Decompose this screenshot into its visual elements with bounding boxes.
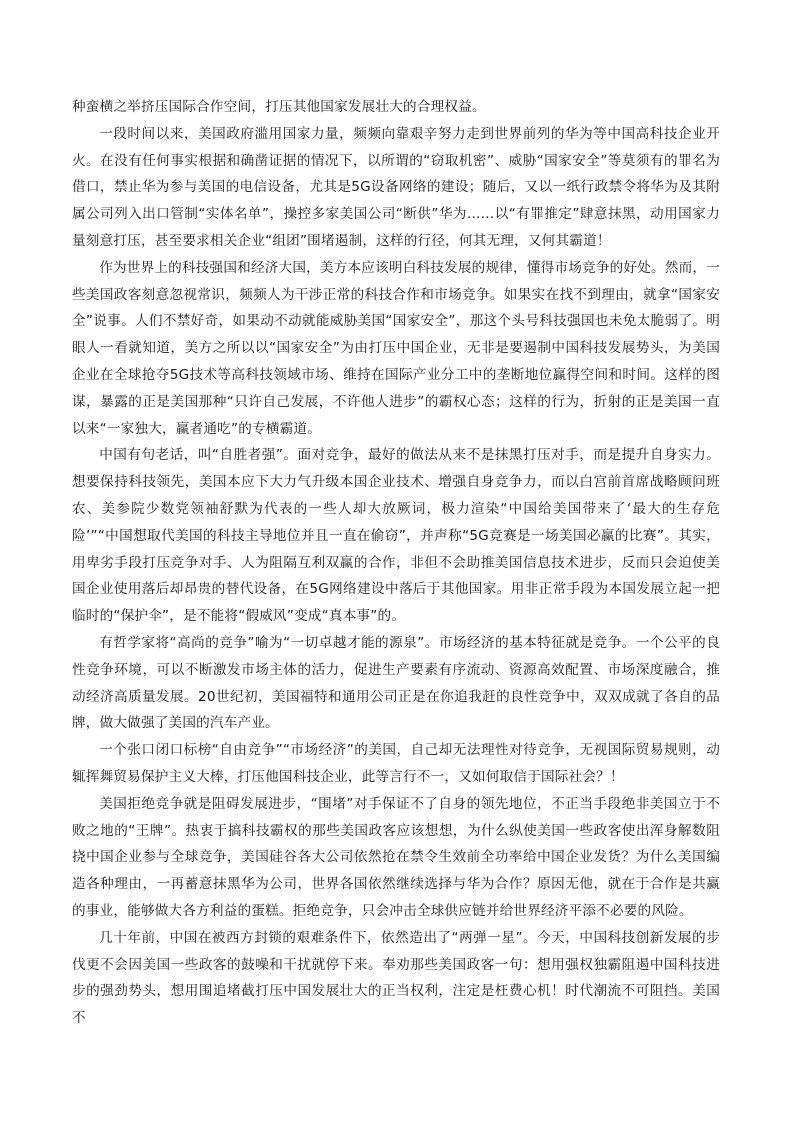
paragraph-1: 种蛮横之举挤压国际合作空间，打压其他国家发展壮大的合理权益。 [72, 99, 486, 115]
paragraph-3: 作为世界上的科技强国和经济大国，美方本应该明白科技发展的规律，懂得市场竞争的好处。然而，一些美国政客刻意忽视常识，频频人为干涉正常的科技合作和市场竞争。如果实在找不到理由，就拿“国家安全”说事。人们不禁好奇，如果动不动就能威胁美国“国家安全”，那这个头号科技强国也未免太脆弱了。明眼人一看就知道，美方之所以以“国家安全”为由打压中国企业，无非是要遏制中国科技发展势头，为美国企业在全球抢夺5G技术等高科技领域市场、维持在国际产业分工中的垄断地位赢得空间和时间。这样的图谋，暴露的正是美国那种“只许自己发展，不许他人进步”的霸权心态；这样的行为，折射的正是美国一直以来“一家独大，赢者通吃”的专横霸道。 [72, 259, 720, 437]
paragraph-7: 美国拒绝竞争就是阻碍发展进步，“围堵”对手保证不了自身的领先地位，不正当手段绝非美国立于不败之地的“王牌”。热衷于搞科技霸权的那些美国政客应该想想，为什么纵使美国一些政客使出浑身解数阻挠中国企业参与全球竞争，美国硅谷各大公司依然抢在禁令生效前全功率给中国企业发货？为什么美国编造各种理由，一再蓄意抹黑华为公司，世界各国依然继续选择与华为合作？原因无他，就在于合作是共赢的事业，能够做大各方利益的蛋糕。拒绝竞争，只会冲击全球供应链并给世界经济平添不必要的风险。 [72, 795, 720, 919]
paragraph-6: 一个张口闭口标榜“自由竞争”“市场经济”的美国，自己却无法理性对待竞争，无视国际贸易规则，动辄挥舞贸易保护主义大棒，打压他国科技企业，此等言行不一，又如何取信于国际社会？！ [72, 742, 720, 785]
document-body [72, 94, 720, 1032]
paragraph-8: 几十年前，中国在被西方封锁的艰难条件下，依然造出了“两弹一星”。今天，中国科技创新发展的步伐更不会因美国一些政客的鼓噪和干扰就停下来。奉劝那些美国政客一句：想用强权独霸阻遏中国科技进步的强劲势头，想用围追堵截打压中国发展壮大的正当权利，注定是枉费心机！时代潮流不可阻挡。美国不 [72, 929, 720, 1027]
paragraph-4: 中国有句老话，叫“自胜者强”。面对竞争，最好的做法从来不是抹黑打压对手，而是提升自身实力。想要保持科技领先，美国本应下大力气升级本国企业技术、增强自身竞争力，而以白宫前首席战略顾问班农、美参院少数党领袖舒默为代表的一些人却大放厥词，极力渲染“中国给美国带来了‘最大的生存危险’”“中国想取代美国的科技主导地位并且一直在偷窃”，并声称“5G竞赛是一场美国必赢的比赛”。其实，用卑劣手段打压竞争对手、人为阻隔互利双赢的合作，非但不会助推美国信息技术进步，反而只会迫使美国企业使用落后却昂贵的替代设备，在5G网络建设中落后于其他国家。用非正常手段为本国发展立起一把临时的“保护伞”，是不能将“假威风”变成“真本事”的。 [72, 447, 720, 625]
paragraph-2: 一段时间以来，美国政府滥用国家力量，频频向靠艰辛努力走到世界前列的华为等中国高科技企业开火。在没有任何事实根据和确凿证据的情况下，以所谓的“窃取机密”、威胁“国家安全”等莫须有的罪名为借口，禁止华为参与美国的电信设备，尤其是5G设备网络的建设；随后，又以一纸行政禁令将华为及其附属公司列入出口管制“实体名单”，操控多家美国公司“断供”华为……以“有罪推定”肆意抹黑，动用国家力量刻意打压，甚至要求相关企业“组团”围堵遏制，这样的行径，何其无理，又何其霸道！ [72, 125, 720, 249]
paragraph-5: 有哲学家将“高尚的竞争”喻为“一切卓越才能的源泉”。市场经济的基本特征就是竞争。一个公平的良性竞争环境，可以不断激发市场主体的活力，促进生产要素有序流动、资源高效配置、市场深度融合，推动经济高质量发展。20世纪初，美国福特和通用公司正是在你追我赶的良性竞争中，双双成就了各自的品牌，做大做强了美国的汽车产业。 [72, 634, 720, 732]
